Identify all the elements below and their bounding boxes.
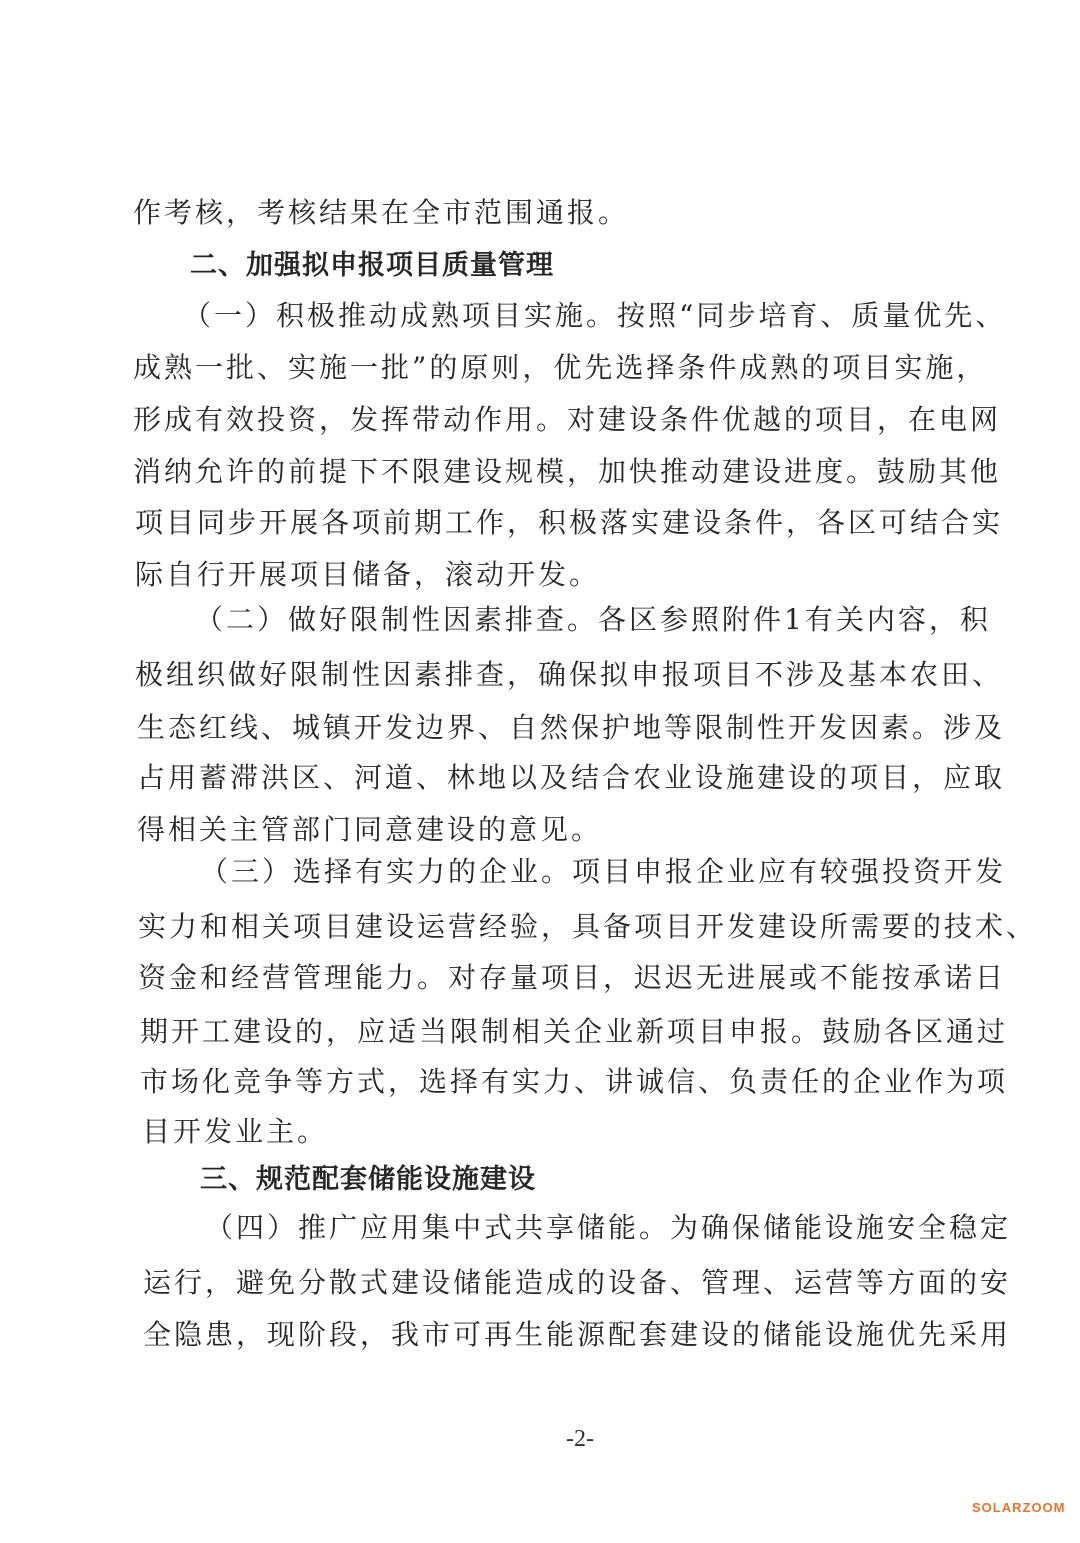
body-line: 资金和经营管理能力。对存量项目，迟迟无进展或不能按承诺日 [138, 961, 1007, 994]
body-line: 极组织做好限制性因素排查，确保拟申报项目不涉及基本农田、 [135, 658, 1004, 691]
body-line: 期开工建设的，应适当限制相关企业新项目申报。鼓励各区通过 [140, 1015, 1009, 1048]
body-line: 项目同步开展各项前期工作，积极落实建设条件，各区可结合实 [135, 506, 1004, 539]
page-number: -2- [566, 1426, 594, 1452]
body-line: 目开发业主。 [142, 1115, 329, 1148]
body-line: 际自行开展项目储备，滚动开发。 [135, 558, 601, 591]
body-line: 成熟一批、实施一批”的原则，优先选择条件成熟的项目实施， [133, 351, 988, 384]
body-line: （四）推广应用集中式共享储能。为确保储能设施安全稳定 [205, 1211, 1012, 1244]
body-line: 作考核，考核结果在全市范围通报。 [133, 196, 630, 229]
body-line: 全隐患，现阶段，我市可再生能源配套建设的储能设施优先采用 [143, 1318, 1012, 1351]
body-line: （二）做好限制性因素排查。各区参照附件1有关内容，积 [195, 603, 991, 636]
body-line: 市场化竞争等方式，选择有实力、讲诚信、负责任的企业作为项 [140, 1065, 1009, 1098]
body-line: 运行，避免分散式建设储能造成的设备、管理、运营等方面的安 [143, 1266, 1012, 1299]
body-line: （三）选择有实力的企业。项目申报企业应有较强投资开发 [200, 855, 1007, 888]
body-line: 消纳允许的前提下不限建设规模，加快推动建设进度。鼓励其他 [133, 455, 1002, 488]
body-line: 形成有效投资，发挥带动作用。对建设条件优越的项目，在电网 [133, 403, 1002, 436]
body-line: 实力和相关项目建设运营经验，具备项目开发建设所需要的技术、 [138, 910, 1038, 943]
body-line: 占用蓄滞洪区、河道、林地以及结合农业设施建设的项目，应取 [137, 761, 1006, 794]
body-line: （一）积极推动成熟项目实施。按照“同步培育、质量优先、 [183, 299, 1007, 332]
watermark-logo: SOLARZOOM [972, 1500, 1066, 1515]
body-line: 得相关主管部门同意建设的意见。 [137, 813, 603, 846]
section-heading: 三、规范配套储能设施建设 [200, 1164, 536, 1195]
body-line: 生态红线、城镇开发边界、自然保护地等限制性开发因素。涉及 [137, 711, 1006, 744]
section-heading: 二、加强拟申报项目质量管理 [190, 250, 554, 281]
